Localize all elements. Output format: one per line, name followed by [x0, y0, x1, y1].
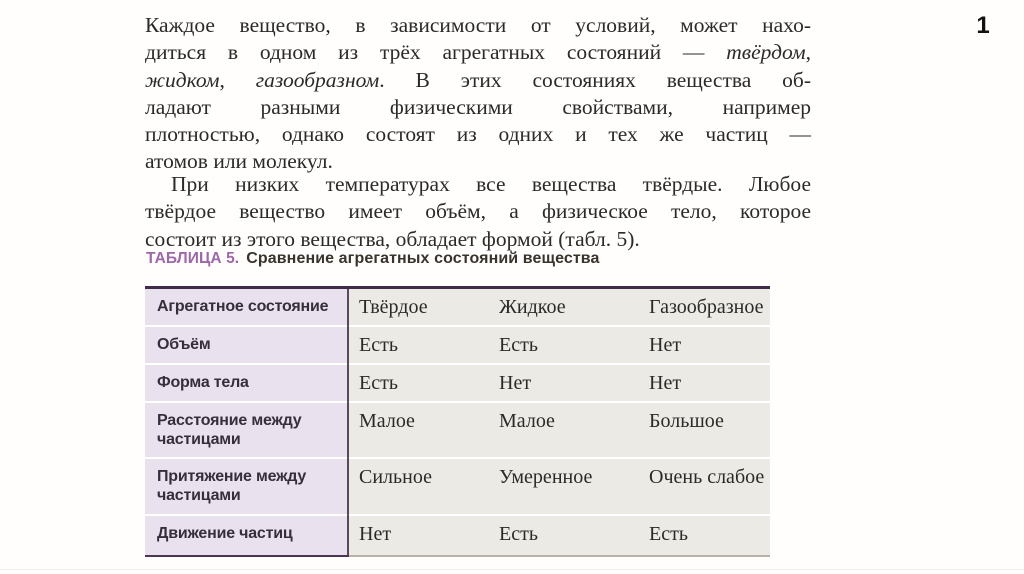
text-segment: , — [805, 40, 811, 65]
table-cell: Малое — [347, 403, 487, 457]
italic-term: твёрдом — [726, 40, 806, 65]
text-segment: При низких температурах все вещества твёрдые. Любое — [171, 172, 811, 196]
table-grid — [145, 289, 770, 555]
table-cell: Есть — [637, 516, 770, 555]
table-cell: Умеренное — [487, 459, 637, 514]
table-cell: Есть — [347, 327, 487, 363]
text-segment: состоит из этого вещества, обладает формой (табл. 5). — [145, 226, 640, 251]
text-line — [145, 198, 811, 225]
table-caption — [146, 250, 812, 268]
text-line — [145, 67, 811, 94]
table-header-cell: Твёрдое — [347, 289, 487, 325]
table-cell: Есть — [487, 516, 637, 555]
text-segment: Каждое вещество, в зависимости от условий, может нахо- — [145, 13, 811, 37]
paragraph-1 — [145, 12, 811, 176]
text-segment: , — [219, 67, 256, 92]
table-cell: Сильное — [347, 459, 487, 514]
table-caption-label: ТАБЛИЦА 5. — [146, 250, 240, 267]
table-column-divider — [347, 289, 349, 555]
text-segment: атомов или молекул. — [145, 149, 333, 174]
table-cell: Нет — [637, 327, 770, 363]
table-header-cell: Жидкое — [487, 289, 637, 325]
text-line — [145, 226, 811, 253]
table-header-cell: Газообразное — [637, 289, 770, 325]
text-line — [145, 171, 811, 198]
table-row-label: Форма тела — [145, 365, 347, 401]
table-cell: Очень слабое — [637, 459, 770, 514]
paragraph-2 — [145, 171, 811, 253]
table-cell: Малое — [487, 403, 637, 457]
slide-number: 1 — [976, 12, 990, 39]
table-header-row-label: Агрегатное состояние — [145, 289, 347, 325]
text-segment: . В этих состояниях вещества об- — [379, 67, 812, 92]
table-cell: Нет — [637, 365, 770, 401]
table-cell: Нет — [347, 516, 487, 555]
table-row-label: Движение частиц — [145, 516, 347, 555]
text-segment: ладают разными физическими свойствами, например — [145, 94, 811, 119]
text-line — [145, 39, 811, 66]
italic-term: газообразном — [255, 67, 380, 92]
table-row-label: Притяжение между частицами — [145, 459, 347, 514]
italic-term: жидком — [145, 67, 220, 92]
table-cell: Нет — [487, 365, 637, 401]
table-row-label: Расстояние между частицами — [145, 403, 347, 457]
text-segment: диться в одном из трёх агрегатных состояний — — [145, 40, 727, 65]
text-segment: твёрдое вещество имеет объём, а физическое тело, которое — [145, 199, 811, 224]
text-line — [145, 94, 811, 121]
table-cell: Есть — [487, 327, 637, 363]
text-line — [145, 12, 811, 39]
table-row-label: Объём — [145, 327, 347, 363]
text-line — [145, 121, 811, 148]
states-of-matter-table — [145, 286, 770, 555]
scanned-page-edge — [0, 569, 1024, 570]
table-cell: Есть — [347, 365, 487, 401]
table-cell: Большое — [637, 403, 770, 457]
table-caption-title: Сравнение агрегатных состояний вещества — [246, 250, 600, 267]
text-segment: плотностью, однако состоят из одних и тех же частиц — — [145, 122, 811, 147]
table-bottom-border-dark — [145, 555, 349, 557]
